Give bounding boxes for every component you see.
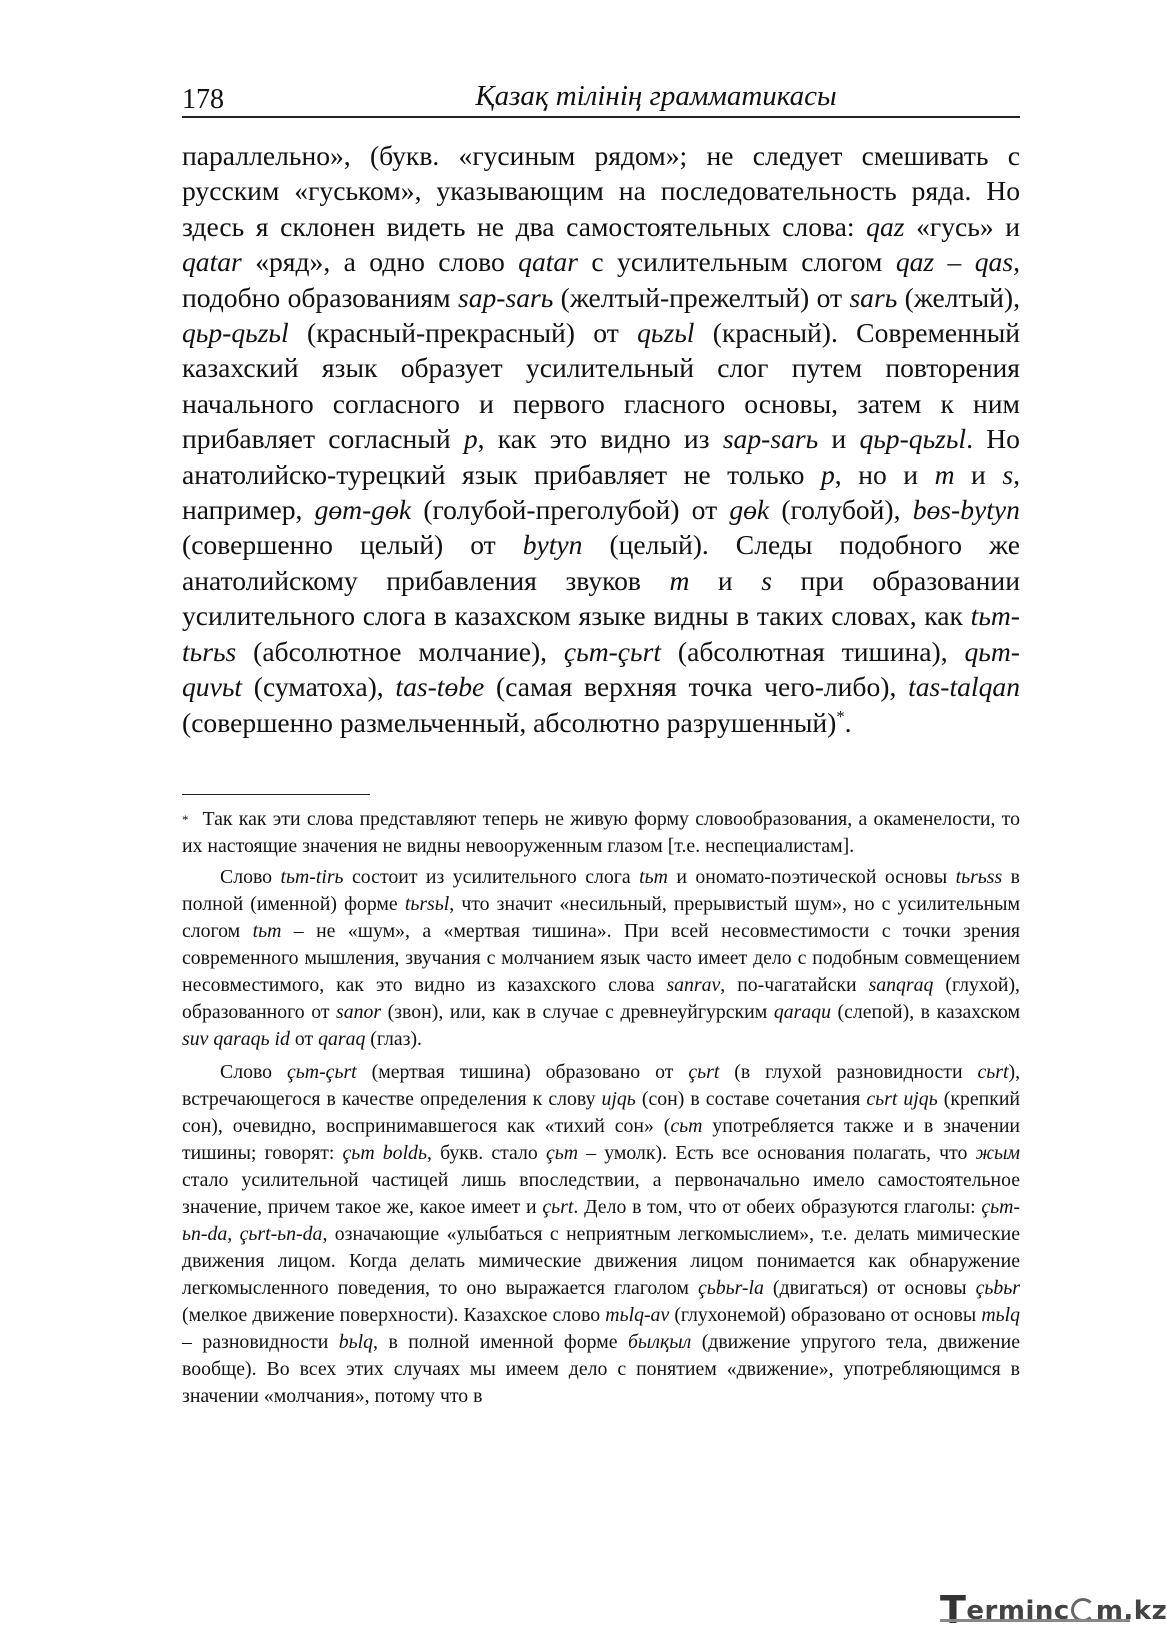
main-paragraph: параллельно», (букв. «гусиным рядом»; не следует смешивать с русским «гуськом», указывающим на последовательность ряда. Но здесь я склонен видеть не два самостоятельных слова: qaz «гусь» и qatar «ряд», а одно слово qatar с усилительным слогом qaz – qas, подобно образованиям sap-sarь (желтый-прежелтый) от sarь (желтый), qьp-qьzьl (красный-прекрасный) от qьzьl (красный). Современный казахский язык образует усилительный слог путем повторения начального согласного и первого гласного основы, затем к ним прибавляет согласный p, как это видно из sap-sarь и qьp-qьzьl. Но анатолийско-турецкий язык прибавляет не только p, но и m и s, например, gөm-gөk (голубой-преголубой) от gөk (голубой), bөs-bytyn (совершенно целый) от bytyn (целый). Следы подобного же анатолийскому прибавления звуков m и s при образовании усилительного слога в казахском языке видны в таких словах, как tьm-tьrьs (абсолютное молчание), çьm-çьrt (абсолютная тишина), qьm-quvьt (суматоха), tas-tөbe (самая верхняя точка чего-либо), tas-talqan (совершенно размельченный, абсолютно разрушенный)*.	[182, 140, 1021, 738]
running-title: Қазақ тілінің грамматикасы	[475, 80, 837, 112]
footnote-mark: *	[182, 812, 189, 827]
footnotes	[182, 806, 1020, 1416]
footnote-separator	[182, 794, 370, 795]
termincom-watermark-logo: Terminc m.kz	[940, 1588, 1167, 1632]
footnote-paragraph-3: Слово çьm-çьrt (мертвая тишина) образовано от çьrt (в глухой разновидности cьrt), встречающегося в качестве определения к слову ujqь (сон) в составе сочетания cьrt ujqь (крепкий сон), очевидно, воспринимавшегося как «тихий сон» (cьm употребляется также и в значении тишины; говорят: çьm boldь, букв. стало çьm – умолк). Есть все основания полагать, что жым стало усилительной частицей лишь впоследствии, а первоначально имело самостоятельное значение, причем такое же, какое имеет и çьrt. Дело в том, что от обеих образуются глаголы: çьm-ьn-da, çьrt-ьn-da, означающие «улыбаться с неприятным легкомыслием», т.е. делать мимические движения лицом. Когда делать мимические движения лицом понимается как обнаружение легкомысленного поведения, то оно выражается глаголом çьbьr-la (двигаться) от основы çьbьr (мелкое движение поверхности). Казахское слово mьlq-av (глухонемой) образовано от основы mьlq – разновидности bьlq, в полной именной форме былқыл (движение упругого тела, движение вообще). Во всех этих случаях мы имеем дело с понятием «движение», употребляющимся в значении «молчания», потому что в	[182, 1061, 1021, 1407]
page-number: 178	[182, 84, 224, 115]
footnote-1: * Так как эти слова представляют теперь не живую форму словообразования, а окаменелости, то их настоящие значения не видны невооруженным глазом [т.е. неспециалистам].	[182, 808, 1020, 857]
footnote-ref: *	[836, 706, 845, 726]
running-header	[182, 80, 1020, 118]
footnote-paragraph-2: Слово tьm-tirь состоит из усилительного слога tьm и ономато-поэтической основы tьrьss в полной (именной) форме tьrsьl, что значит «несильный, прерывистый шум», но с усилительным слогом tьm – не «шум», а «мертвая тишина». При всей несовместимости с точки зрения современного мышления, звучания с молчанием язык часто имеет дело с подобным совмещением несовместимого, как это видно из казахского слова sanrav, по-чагатайски sanqraq (глухой), образованного от sanor (звон), или, как в случае с древнеуйгурским qaraqu (слепой), в казахском suv qaraqь id от qaraq (глаз).	[182, 866, 1021, 1050]
